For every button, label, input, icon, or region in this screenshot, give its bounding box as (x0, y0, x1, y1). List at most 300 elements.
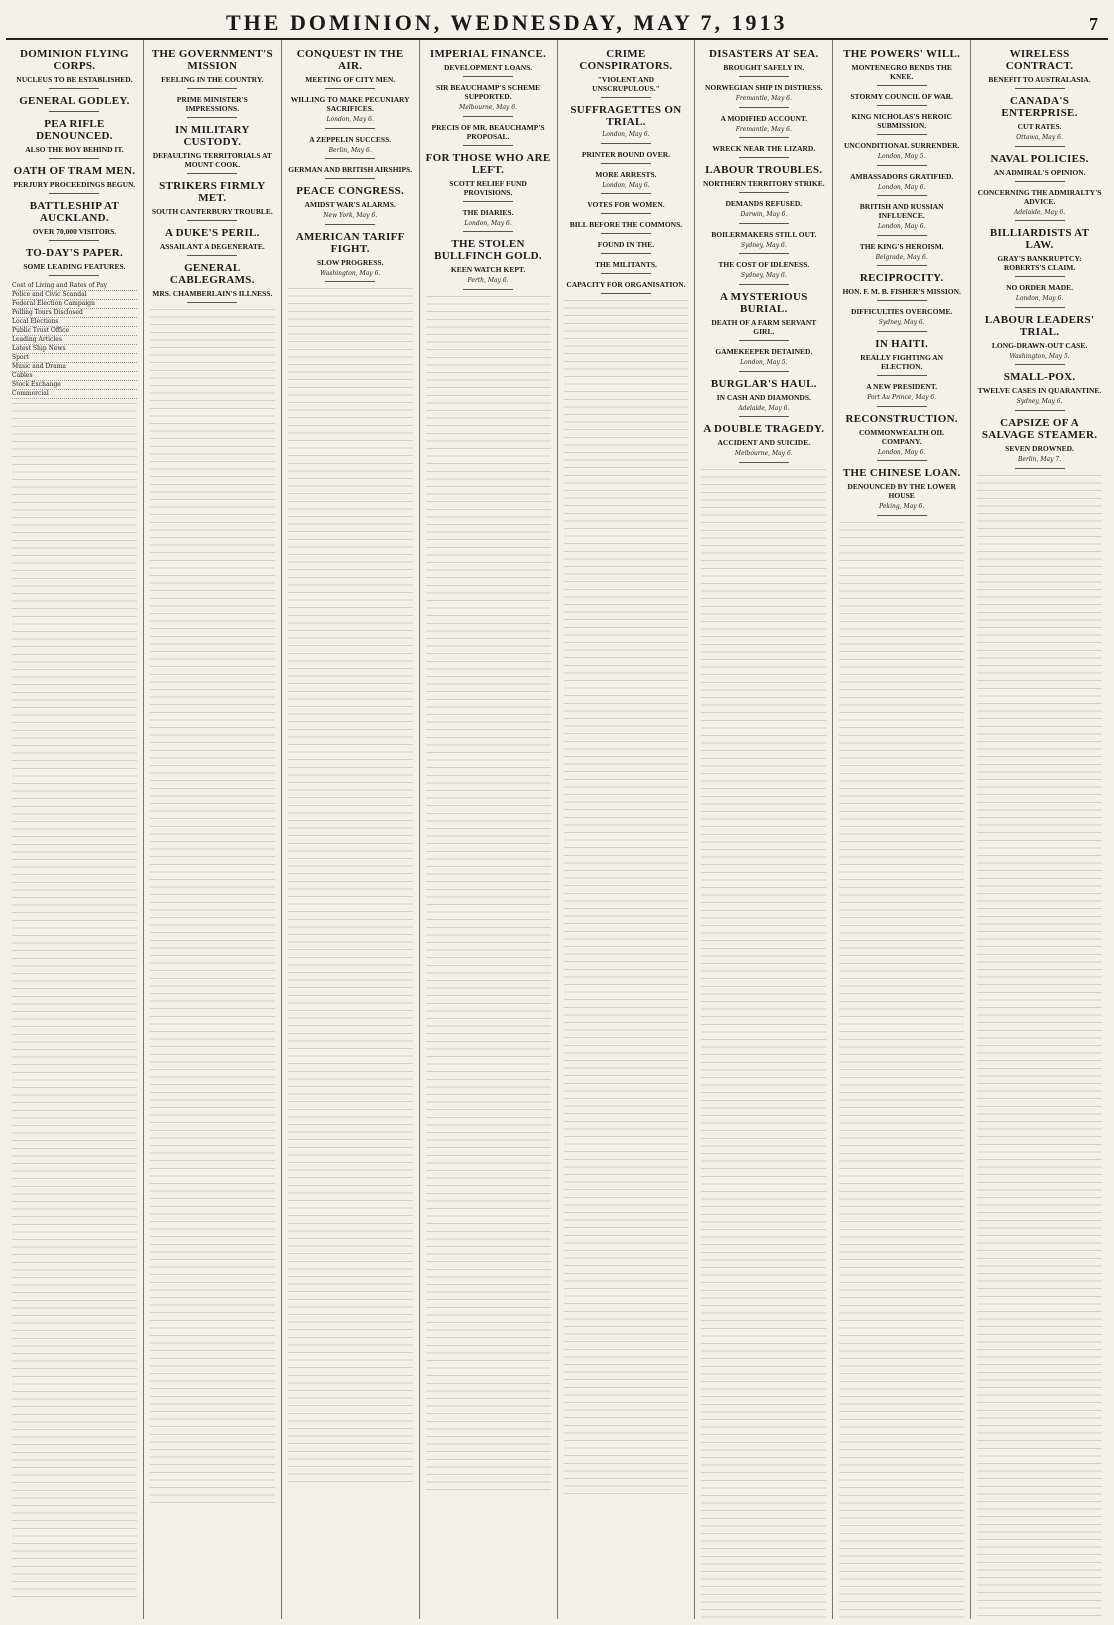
article (150, 48, 275, 89)
columns-container (6, 40, 1108, 1619)
article-heading: CRIME CONSPIRATORS. (579, 48, 673, 72)
article (150, 227, 275, 256)
article-heading: WIRELESS CONTRACT. (1005, 48, 1074, 72)
article-dateline: Peking, May 6. (879, 503, 925, 511)
article (839, 202, 964, 236)
divider (601, 97, 651, 98)
divider (739, 192, 789, 193)
article-dateline: London, May 6. (878, 448, 926, 456)
article (701, 144, 826, 158)
contents-label: Stock Exchange (12, 381, 61, 388)
article-subheading: HON. F. M. B. FISHER'S MISSION. (842, 287, 961, 297)
divider (877, 375, 927, 376)
article-dateline: Darwin, May 6. (740, 211, 788, 219)
article-subheading: DEATH OF A FARM SERVANT GIRL. (711, 317, 817, 336)
article-heading: IMPERIAL FINANCE. (429, 48, 547, 60)
article (426, 152, 551, 202)
divider (1015, 468, 1065, 469)
article (701, 83, 826, 108)
divider (877, 406, 927, 407)
article-subheading: BILL BEFORE THE COMMONS. (569, 220, 683, 230)
article-heading: OATH OF TRAM MEN. (13, 165, 136, 177)
article-subheading: CAPACITY FOR ORGANISATION. (566, 280, 686, 290)
article (12, 48, 137, 89)
article (288, 48, 413, 89)
article (12, 165, 137, 194)
body-text-lines (701, 469, 826, 1619)
column-3 (282, 40, 420, 1619)
article-heading: NAVAL POLICIES. (990, 152, 1089, 165)
contents-row (12, 381, 137, 390)
divider (601, 143, 651, 144)
article-heading: IN HAITI. (875, 337, 929, 350)
article-subheading: "VIOLENT AND UNSCRUPULOUS." (592, 75, 660, 93)
contents-row (12, 309, 137, 318)
contents-row (12, 372, 137, 381)
article-subheading: SOUTH CANTERBURY TROUBLE. (151, 207, 273, 216)
article-subheading: ASSAILANT A DEGENERATE. (159, 242, 265, 251)
divider (325, 128, 375, 129)
column-2 (144, 40, 282, 1619)
article-subheading: STORMY COUNCIL OF WAR. (850, 92, 953, 101)
article-dateline: Adelaide, May 6. (1014, 208, 1066, 216)
article-subheading: DEFAULTING TERRITORIALS AT MOUNT COOK. (152, 151, 272, 169)
divider (739, 462, 789, 463)
divider (1015, 276, 1065, 277)
article (564, 220, 689, 234)
divider (187, 302, 237, 303)
article (701, 260, 826, 285)
article (564, 48, 689, 98)
article-dateline: Fremantle, May 6. (735, 95, 792, 102)
article-subheading: NORWEGIAN SHIP IN DISTRESS. (704, 83, 823, 92)
contents-row (12, 363, 137, 372)
column-4 (420, 40, 558, 1619)
article (150, 95, 275, 118)
article-heading: BILLIARDISTS AT LAW. (989, 227, 1090, 252)
divider (1015, 146, 1065, 147)
article (564, 104, 689, 144)
column-8 (971, 40, 1108, 1619)
divider (739, 76, 789, 77)
body-text-lines (150, 309, 275, 1509)
article (288, 231, 413, 283)
divider (463, 201, 513, 202)
divider (49, 240, 99, 241)
article-heading: THE STOLEN BULLFINCH GOLD. (434, 238, 542, 263)
article (701, 164, 826, 193)
article (977, 188, 1102, 222)
divider (739, 223, 789, 224)
article-subheading: NUCLEUS TO BE ESTABLISHED. (16, 75, 133, 84)
body-text-lines (12, 403, 137, 1603)
divider (463, 145, 513, 146)
article-dateline: Washington, May 5. (1009, 352, 1070, 360)
article-dateline: London, May 6. (1015, 295, 1064, 303)
divider (187, 220, 237, 221)
article (977, 95, 1102, 147)
contents-list (12, 282, 137, 399)
article (977, 371, 1102, 411)
article-dateline: Port Au Prince, May 6. (867, 393, 937, 401)
body-text-lines (839, 522, 964, 1619)
article-subheading: NO ORDER MADE. (1006, 283, 1073, 293)
divider (877, 460, 927, 461)
article-subheading: BOILERMAKERS STILL OUT. (711, 229, 817, 239)
article-dateline: London, May 5. (740, 358, 788, 366)
article-subheading: GERMAN AND BRITISH AIRSHIPS. (288, 165, 413, 175)
contents-label: Commercial (12, 390, 49, 397)
article-heading: THE CHINESE LOAN. (842, 467, 961, 480)
contents-row (12, 300, 137, 309)
article (288, 185, 413, 225)
article (701, 291, 826, 341)
article-subheading: PRECIS OF MR. BEAUCHAMP'S PROPOSAL. (431, 122, 545, 141)
divider (49, 111, 99, 112)
article-subheading: KING NICHOLAS'S HEROIC SUBMISSION. (851, 112, 952, 130)
article (564, 200, 689, 214)
article-subheading: SIR BEAUCHAMP'S SCHEME SUPPORTED. (435, 83, 541, 101)
contents-label: Cables (12, 372, 33, 379)
article (150, 262, 275, 303)
article-subheading: WRECK NEAR THE LIZARD. (712, 144, 816, 154)
article-heading: SUFFRAGETTES ON TRIAL. (570, 104, 682, 128)
article-dateline: Berlin, May 7. (1018, 455, 1062, 463)
divider (1015, 364, 1065, 365)
article-dateline: London, May 6. (878, 183, 926, 191)
article-dateline: Sydney, May 6. (1016, 398, 1063, 406)
article-heading: RECONSTRUCTION. (845, 412, 958, 425)
divider (325, 178, 375, 179)
divider (463, 231, 513, 232)
divider (877, 331, 927, 332)
divider (739, 137, 789, 138)
divider (1015, 220, 1065, 221)
divider (739, 157, 789, 158)
divider (739, 340, 789, 341)
article-subheading: TWELVE CASES IN QUARANTINE. (977, 386, 1102, 396)
article (564, 150, 689, 164)
article-subheading: THE KING'S HEROISM. (859, 241, 944, 251)
article (426, 83, 551, 117)
divider (1015, 88, 1065, 89)
column-7 (833, 40, 971, 1619)
body-text-lines (288, 288, 413, 1488)
article-heading: LABOUR LEADERS' TRIAL. (984, 313, 1095, 338)
article-subheading: SEVEN DROWNED. (1005, 443, 1074, 453)
column-1 (6, 40, 144, 1619)
article-dateline: Ottawa, May 6. (1016, 134, 1063, 141)
divider (601, 293, 651, 294)
divider (1015, 307, 1065, 308)
article-subheading: SOME LEADING FEATURES. (23, 262, 126, 271)
article-subheading: THE COST OF IDLENESS. (718, 260, 810, 270)
article (701, 230, 826, 255)
contents-row (12, 282, 137, 291)
article-heading: TO-DAY'S PAPER. (25, 247, 124, 259)
divider (739, 107, 789, 108)
contents-row (12, 327, 137, 336)
article-subheading: ACCIDENT AND SUICIDE. (717, 438, 811, 448)
article-dateline: Sydney, May 6. (740, 272, 787, 280)
article (701, 378, 826, 418)
divider (325, 88, 375, 89)
article-heading: THE POWERS' WILL. (843, 48, 961, 60)
divider (601, 273, 651, 274)
article (977, 417, 1102, 469)
article (12, 95, 137, 112)
article-dateline: London, May 6. (326, 116, 374, 123)
article-subheading: LONG-DRAWN-OUT CASE. (991, 340, 1088, 350)
divider (877, 235, 927, 236)
contents-label: Music and Drama (12, 363, 66, 370)
article (564, 240, 689, 254)
divider (463, 289, 513, 290)
article-dateline: New York, May 6. (323, 212, 378, 220)
body-text-lines (426, 296, 551, 1496)
article-subheading: BENEFIT TO AUSTRALASIA. (988, 75, 1091, 84)
contents-label: Local Elections (12, 318, 59, 325)
article (839, 48, 964, 86)
divider (601, 163, 651, 164)
article (977, 48, 1102, 89)
article-dateline: Washington, May 6. (320, 269, 381, 277)
divider (877, 105, 927, 106)
article (977, 227, 1102, 277)
article-subheading: CUT RATES. (1017, 122, 1062, 131)
article-heading: BURGLAR'S HAUL. (710, 377, 817, 390)
contents-label: Sport (12, 354, 29, 361)
article-dateline: Adelaide, May 6. (738, 404, 790, 412)
article (426, 48, 551, 77)
divider (601, 253, 651, 254)
article-subheading: PRINTER BOUND OVER. (581, 149, 670, 159)
article-subheading: SLOW PROGRESS. (316, 257, 384, 267)
article-subheading: AMIDST WAR'S ALARMS. (304, 200, 396, 210)
article-subheading: FOUND IN THE. (597, 240, 655, 250)
article-subheading: UNCONDITIONAL SURRENDER. (843, 141, 960, 150)
contents-label: Leading Articles (12, 336, 62, 343)
divider (49, 88, 99, 89)
contents-row (12, 354, 137, 363)
article-heading: THE GOVERNMENT'S MISSION (151, 48, 273, 72)
article (426, 238, 551, 290)
article (839, 172, 964, 197)
article-heading: PEACE CONGRESS. (296, 185, 405, 198)
article-subheading: THE MILITANTS. (594, 260, 657, 270)
article-dateline: Perth, May 6. (467, 277, 509, 285)
article (150, 124, 275, 174)
divider (49, 158, 99, 159)
article-heading: A DOUBLE TRAGEDY. (703, 423, 825, 436)
article-subheading: MRS. CHAMBERLAIN'S ILLNESS. (152, 289, 273, 298)
divider (1015, 181, 1065, 182)
article-subheading: BROUGHT SAFELY IN. (723, 63, 805, 72)
divider (601, 213, 651, 214)
article-dateline: Melbourne, May 6. (734, 450, 793, 458)
article-subheading: A ZEPPELIN SUCCESS. (309, 134, 392, 144)
article-dateline: London, May 6. (464, 219, 512, 227)
article (12, 118, 137, 159)
divider (463, 76, 513, 77)
article (839, 141, 964, 166)
divider (739, 284, 789, 285)
divider (877, 165, 927, 166)
article-subheading: VOTES FOR WOMEN. (587, 200, 665, 210)
divider (877, 195, 927, 196)
contents-label: Federal Election Campaign (12, 300, 95, 307)
article-subheading: DEMANDS REFUSED. (725, 199, 803, 209)
article-dateline: Sydney, May 6. (878, 319, 925, 327)
article (288, 135, 413, 160)
article (426, 208, 551, 233)
article-heading: CONQUEST IN THE AIR. (296, 48, 404, 72)
contents-row (12, 345, 137, 354)
contents-label: Polling Tours Disclosed (12, 309, 83, 316)
article-dateline: London, May 6. (602, 181, 650, 189)
article (839, 112, 964, 135)
article-subheading: COMMONWEALTH OIL COMPANY. (859, 427, 945, 446)
article (150, 180, 275, 221)
article-heading: LABOUR TROUBLES. (705, 164, 823, 177)
article (701, 199, 826, 224)
divider (739, 371, 789, 372)
column-5 (558, 40, 696, 1619)
article-heading: CAPSIZE OF A SALVAGE STEAMER. (981, 416, 1098, 441)
body-text-lines (564, 300, 689, 1500)
divider (187, 255, 237, 256)
contents-label: Public Trust Office (12, 327, 69, 334)
article-subheading: BRITISH AND RUSSIAN INFLUENCE. (859, 202, 944, 221)
article-subheading: THE DIARIES. (462, 207, 514, 217)
article-subheading: NORTHERN TERRITORY STRIKE. (702, 179, 825, 189)
divider (877, 134, 927, 135)
contents-label: Latest Ship News (12, 345, 66, 352)
article (839, 272, 964, 301)
article (839, 413, 964, 462)
article-subheading: A MODIFIED ACCOUNT. (720, 113, 808, 123)
article-subheading: ALSO THE BOY BEHIND IT. (25, 145, 124, 154)
article-subheading: FEELING IN THE COUNTRY. (161, 75, 264, 84)
article-dateline: Berlin, May 6. (328, 146, 372, 154)
divider (877, 515, 927, 516)
article-subheading: WILLING TO MAKE PECUNIARY SACRIFICES. (290, 95, 410, 113)
masthead (6, 6, 1108, 40)
article-subheading: MEETING OF CITY MEN. (305, 75, 396, 84)
article-dateline: Melbourne, May 6. (459, 104, 517, 111)
article (839, 307, 964, 332)
article-subheading: AMBASSADORS GRATIFIED. (850, 171, 954, 181)
divider (187, 88, 237, 89)
article (839, 338, 964, 376)
article-subheading: MONTENEGRO BENDS THE KNEE. (851, 63, 952, 81)
article-dateline: London, May 6. (602, 131, 650, 138)
divider (877, 265, 927, 266)
article-subheading: CONCERNING THE ADMIRALTY'S ADVICE. (977, 187, 1102, 206)
article-heading: FOR THOSE WHO ARE LEFT. (425, 151, 551, 176)
divider (325, 281, 375, 282)
article-heading: IN MILITARY CUSTODY. (175, 124, 250, 148)
divider (601, 193, 651, 194)
article-heading: DISASTERS AT SEA. (709, 48, 819, 60)
divider (187, 173, 237, 174)
article-subheading: DIFFICULTIES OVERCOME. (850, 307, 953, 317)
divider (877, 85, 927, 86)
article (977, 314, 1102, 366)
divider (739, 253, 789, 254)
article-subheading: PRIME MINISTER'S IMPRESSIONS. (176, 95, 248, 113)
newspaper-title: THE DOMINION, WEDNESDAY, MAY 7, 1913 (226, 10, 788, 35)
article (288, 95, 413, 129)
divider (325, 224, 375, 225)
divider (325, 158, 375, 159)
article (701, 48, 826, 77)
article-dateline: Sydney, May 6. (740, 241, 787, 249)
article-heading: GENERAL CABLEGRAMS. (169, 262, 255, 286)
article (12, 200, 137, 241)
article-dateline: Fremantle, May 6. (735, 125, 792, 133)
contents-label: Police and Civic Scandal (12, 291, 87, 298)
article-subheading: PERJURY PROCEEDINGS BEGUN. (13, 180, 136, 189)
divider (49, 275, 99, 276)
contents-label: Cost of Living and Rates of Pay (12, 282, 108, 289)
divider (463, 116, 513, 117)
article-subheading: DEVELOPMENT LOANS. (443, 63, 533, 72)
article-subheading: SCOTT RELIEF FUND PROVISIONS. (449, 178, 527, 197)
divider (1015, 410, 1065, 411)
article-dateline: London, May 5. (878, 153, 926, 160)
contents-row (12, 291, 137, 300)
article (564, 280, 689, 294)
article-subheading: MORE ARRESTS. (595, 169, 657, 179)
article (839, 242, 964, 267)
divider (877, 300, 927, 301)
contents-row (12, 336, 137, 345)
article-subheading: KEEN WATCH KEPT. (450, 265, 526, 275)
article (701, 114, 826, 139)
article-heading: PEA RIFLE DENOUNCED. (36, 118, 113, 142)
page-number: 7 (1089, 14, 1098, 34)
article-subheading: GRAY'S BANKRUPTCY: ROBERTS'S CLAIM. (997, 254, 1082, 273)
article-subheading: GAMEKEEPER DETAINED. (715, 346, 813, 356)
contents-row (12, 390, 137, 399)
article (564, 260, 689, 274)
article-heading: STRIKERS FIRMLY MET. (159, 180, 266, 204)
divider (601, 233, 651, 234)
divider (187, 117, 237, 118)
article-heading: SMALL-POX. (1003, 371, 1076, 384)
article-dateline: Belgrade, May 6. (875, 253, 928, 261)
article (839, 467, 964, 516)
contents-row (12, 318, 137, 327)
article-heading: A DUKE'S PERIL. (164, 227, 260, 239)
article-dateline: London, May 6. (878, 223, 926, 231)
article-heading: RECIPROCITY. (859, 272, 944, 285)
article-heading: AMERICAN TARIFF FIGHT. (295, 230, 405, 255)
article (701, 423, 826, 463)
article-subheading: A NEW PRESIDENT. (866, 381, 938, 391)
divider (49, 193, 99, 194)
article (977, 283, 1102, 308)
body-text-lines (977, 475, 1102, 1619)
article-subheading: OVER 70,000 VISITORS. (32, 227, 117, 236)
article-subheading: REALLY FIGHTING AN ELECTION. (860, 352, 944, 371)
article-subheading: DENOUNCED BY THE LOWER HOUSE (847, 482, 956, 501)
article (701, 347, 826, 372)
article (288, 165, 413, 179)
article-subheading: AN ADMIRAL'S OPINION. (993, 167, 1086, 177)
article (564, 170, 689, 195)
